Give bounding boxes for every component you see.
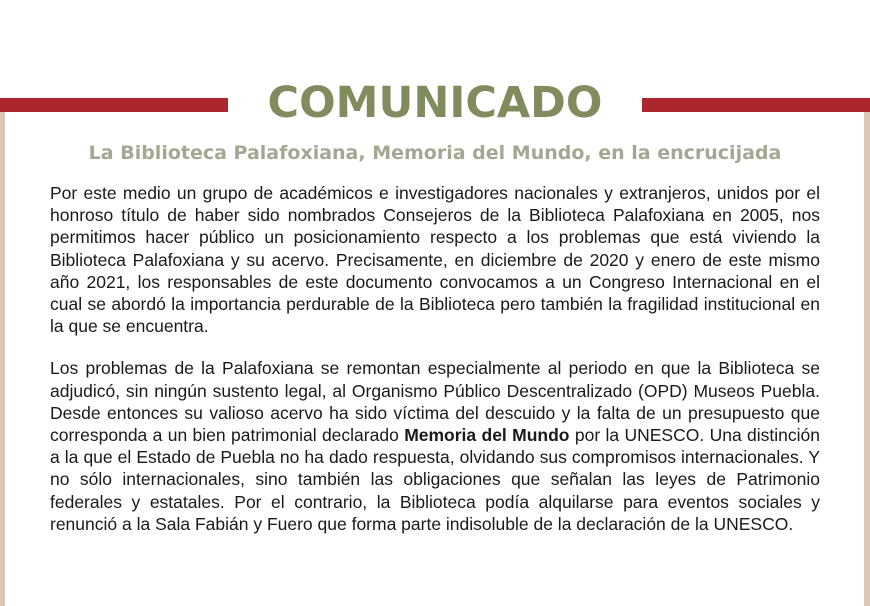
title-rule-left — [0, 98, 228, 112]
document-title: COMUNICADO — [267, 78, 603, 128]
paragraph-2 — [50, 357, 820, 535]
document-subtitle: La Biblioteca Palafoxiana, Memoria del Mundo, en la encrucijada — [88, 142, 782, 164]
document-body — [50, 182, 820, 555]
title-rule-right — [642, 98, 870, 112]
frame-right-border — [864, 112, 870, 606]
paragraph-2-bold-phrase: Memoria del Mundo — [404, 425, 570, 446]
paragraph-2-text-end: por la UNESCO. Una distinción a la que el Estado de Puebla no ha dado respuesta, olvidando sus compromisos internacionales. Y no sólo internacionales, sino también las obligaciones que señalan las leyes de Patrimonio federales y estatales. Por el contrario, la Biblioteca podía alquilarse para eventos sociales y renunció a la Sala Fabián y Fuero que forma parte indisoluble de la declaración de la UNESCO. — [50, 425, 820, 534]
frame-left-border — [0, 112, 5, 606]
paragraph-1: Por este medio un grupo de académicos e investigadores nacionales y extranjeros, unidos por el honroso título de haber sido nombrados Consejeros de la Biblioteca Palafoxiana en 2005, nos permitimos hacer público un posicionamiento respecto a los problemas que está viviendo la Biblioteca Palafoxiana y su acervo. Precisamente, en diciembre de 2020 y enero de este mismo año 2021, los responsables de este documento convocamos a un Congreso Internacional en el cual se abordó la importancia perdurable de la Biblioteca pero también la fragilidad institucional en la que se encuentra. — [50, 183, 820, 337]
paragraph-2-text-start: Los problemas de la Palafoxiana se remontan especialmente al periodo en que la Biblioteca se adjudicó, sin ningún sustento legal, al Organismo Público Descentralizado (OPD) Museos Puebla. Desde entonces su valioso acervo ha sido víctima del descuido y la falta de un presupuesto que corresponda a un bien patrimonial declarado — [50, 358, 820, 446]
